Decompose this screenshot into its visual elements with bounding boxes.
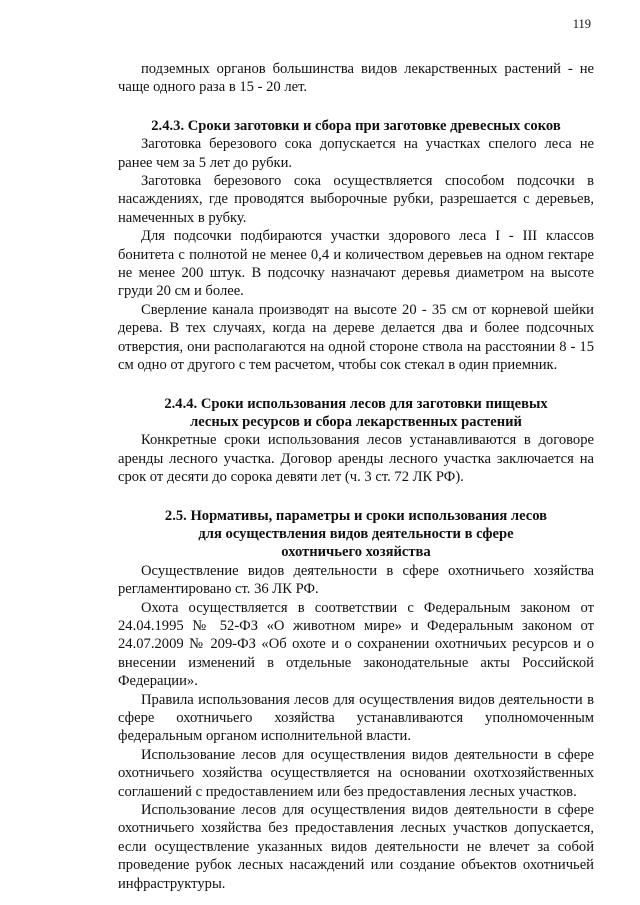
- section-heading-2-4-4-line1: 2.4.4. Сроки использования лесов для заготовки пищевых: [164, 395, 548, 412]
- paragraph: Заготовка березового сока допускается на участках спелого леса не ранее чем за 5 лет до рубки.: [118, 136, 594, 171]
- document-body: [118, 60, 594, 893]
- paragraph: Осуществление видов деятельности в сфере охотничьего хозяйства регламентировано ст. 36 ЛК РФ.: [118, 562, 594, 598]
- paragraph: Для подсочки подбираются участки здорового леса I - III классов бонитета с полнотой не менее 0,4 и количеством деревьев на одном гектаре не менее 200 штук. В подсочку назначают деревья диаметром на высоте груди 20 см и более.: [118, 228, 594, 300]
- section-heading-2-4-4-line2: лесных ресурсов и сбора лекарственных растений: [190, 413, 522, 430]
- section-heading-2-5-line1: 2.5. Нормативы, параметры и сроки использования лесов: [164, 507, 548, 524]
- paragraph: Использование лесов для осуществления видов деятельности в сфере охотничьего хозяйства осуществляется на основании охотхозяйственных соглашений с предоставлением или без предоставления лесных участков.: [118, 746, 594, 800]
- section-heading-2-5-line2: для осуществления видов деятельности в сфере: [198, 525, 514, 542]
- paragraph: Использование лесов для осуществления видов деятельности в сфере охотничьего хозяйства без предоставления лесных участков допускается, если осуществление указанных видов деятельности не влечет за собой проведение рубок лесных насаждений или создание объектов охотничьей инфраструктуры.: [118, 802, 594, 892]
- paragraph: Охота осуществляется в соответствии с Федеральным законом от 24.04.1995 № 52-ФЗ «О животном мире» и Федеральным законом от 24.07.2009 № 209-ФЗ «Об охоте и о сохранении охотничьих ресурсов и о внесении изменений в отдельные законодательные акты Российской Федерации».: [118, 599, 594, 690]
- paragraph: Правила использования лесов для осуществления видов деятельности в сфере охотничьего хозяйства устанавливаются уполномоченным федеральным органом исполнительной власти.: [118, 691, 594, 745]
- paragraph: Конкретные сроки использования лесов устанавливаются в договоре аренды лесного участка. Договор аренды лесного участка заключается на срок от десяти до сорока девяти лет (ч. 3 ст. 72 ЛК РФ).: [118, 432, 594, 486]
- section-heading-2-5-line3: охотничьего хозяйства: [281, 544, 431, 561]
- section-heading-2-4-3: 2.4.3. Сроки заготовки и сбора при заготовке древесных соков: [151, 117, 561, 134]
- page-number: 119: [572, 17, 591, 31]
- paragraph: Заготовка березового сока осуществляется способом подсочки в насаждениях, где проводятся выборочные рубки, разрешается с деревьев, намеченных в рубку.: [118, 173, 594, 226]
- paragraph: Сверление канала производят на высоте 20 - 35 см от корневой шейки дерева. В тех случаях, когда на дереве делается два и более подсочных отверстия, они располагаются на одной стороне ствола на расстоянии 8 - 15 см одно от другого с тем расчетом, чтобы сок стекал в один приемник.: [118, 301, 594, 374]
- intro-paragraph: подземных органов большинства видов лекарственных растений - не чаще одного раза в 15 - 20 лет.: [118, 61, 594, 96]
